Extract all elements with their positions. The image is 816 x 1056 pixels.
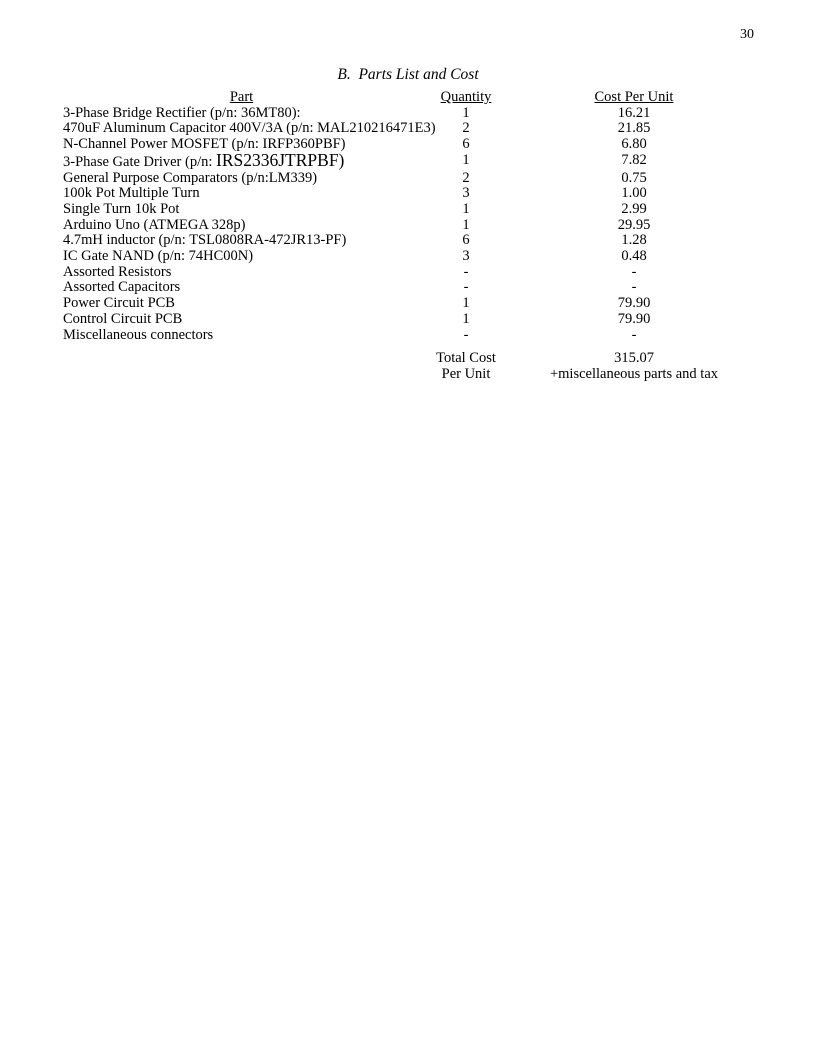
quantity-cell: 3 bbox=[462, 248, 470, 265]
quantity-cell: 1 bbox=[462, 151, 470, 168]
table-row bbox=[63, 280, 756, 296]
table-row bbox=[63, 186, 756, 202]
per-unit-label: Per Unit bbox=[441, 365, 491, 382]
table-row bbox=[63, 218, 756, 234]
totals-section bbox=[63, 351, 756, 382]
parts-table bbox=[63, 90, 756, 383]
cost-cell: 79.90 bbox=[617, 310, 651, 327]
per-unit-row bbox=[63, 367, 756, 383]
part-cell: General Purpose Comparators (p/n:LM339) bbox=[63, 169, 318, 186]
table-row bbox=[63, 149, 756, 171]
cost-cell: 79.90 bbox=[617, 295, 651, 312]
table-row bbox=[63, 171, 756, 187]
part-cell: Single Turn 10k Pot bbox=[63, 200, 180, 217]
part-cell: Power Circuit PCB bbox=[63, 295, 175, 312]
cost-cell: 16.21 bbox=[617, 104, 651, 121]
table-row bbox=[63, 328, 756, 344]
total-cost-label: Total Cost bbox=[436, 350, 496, 367]
part-cell: 100k Pot Multiple Turn bbox=[63, 185, 200, 202]
quantity-cell: 1 bbox=[462, 295, 470, 312]
total-cost-value: 315.07 bbox=[614, 350, 654, 367]
parts-rows bbox=[63, 106, 756, 344]
part-cell: 3-Phase Gate Driver (p/n: IRS2336JTRPBF) bbox=[63, 149, 345, 170]
cost-cell: 1.28 bbox=[621, 232, 647, 249]
quantity-cell: - bbox=[463, 279, 469, 296]
total-empty-cell bbox=[63, 351, 420, 367]
part-number-large: IRS2336JTRPBF) bbox=[216, 149, 345, 170]
table-row bbox=[63, 265, 756, 281]
cost-cell: 1.00 bbox=[621, 185, 647, 202]
table-row bbox=[63, 312, 756, 328]
quantity-cell: 3 bbox=[462, 185, 470, 202]
quantity-cell: 6 bbox=[462, 232, 470, 249]
page-number: 30 bbox=[740, 27, 754, 42]
column-header-part: Part bbox=[229, 89, 254, 105]
table-row bbox=[63, 202, 756, 218]
cost-cell: 7.82 bbox=[621, 151, 647, 168]
quantity-cell: 2 bbox=[462, 169, 470, 186]
part-cell: 470uF Aluminum Capacitor 400V/3A (p/n: MAL210216471E3) bbox=[63, 120, 436, 137]
table-row bbox=[63, 249, 756, 265]
cost-cell: - bbox=[631, 279, 637, 296]
quantity-cell: 1 bbox=[462, 104, 470, 121]
cost-cell: 29.95 bbox=[617, 216, 651, 233]
column-header-quantity-cell bbox=[420, 90, 512, 106]
column-header-cost-per-unit: Cost Per Unit bbox=[594, 89, 674, 105]
per-unit-value: +miscellaneous parts and tax bbox=[549, 365, 719, 382]
cost-cell: 21.85 bbox=[617, 120, 651, 137]
column-header-part-cell bbox=[63, 90, 420, 106]
table-row bbox=[63, 296, 756, 312]
quantity-cell: 1 bbox=[462, 200, 470, 217]
cost-cell: 6.80 bbox=[621, 136, 647, 153]
table-row bbox=[63, 233, 756, 249]
part-cell: 3-Phase Bridge Rectifier (p/n: 36MT80): bbox=[63, 104, 301, 121]
cost-cell: 0.75 bbox=[621, 169, 647, 186]
part-cell: N-Channel Power MOSFET (p/n: IRFP360PBF) bbox=[63, 136, 346, 153]
quantity-cell: 1 bbox=[462, 310, 470, 327]
cost-cell: - bbox=[631, 263, 637, 280]
quantity-cell: 6 bbox=[462, 136, 470, 153]
table-header-row bbox=[63, 90, 756, 106]
part-cell: Assorted Resistors bbox=[63, 263, 172, 280]
part-cell: 4.7mH inductor (p/n: TSL0808RA-472JR13-PF) bbox=[63, 232, 347, 249]
column-header-quantity: Quantity bbox=[440, 89, 492, 105]
table-row bbox=[63, 137, 756, 153]
column-header-cost-cell bbox=[512, 90, 756, 106]
part-cell: Miscellaneous connectors bbox=[63, 326, 214, 343]
quantity-cell: - bbox=[463, 326, 469, 343]
part-cell: IC Gate NAND (p/n: 74HC00N) bbox=[63, 248, 254, 265]
quantity-cell: - bbox=[463, 263, 469, 280]
cost-cell: - bbox=[631, 326, 637, 343]
part-cell: Arduino Uno (ATMEGA 328p) bbox=[63, 216, 246, 233]
part-cell: Control Circuit PCB bbox=[63, 310, 183, 327]
quantity-cell: 2 bbox=[462, 120, 470, 137]
cost-cell: 2.99 bbox=[621, 200, 647, 217]
total-empty-cell bbox=[63, 367, 420, 383]
table-row bbox=[63, 121, 756, 137]
part-cell: Assorted Capacitors bbox=[63, 279, 181, 296]
table-row bbox=[63, 106, 756, 122]
quantity-cell: 1 bbox=[462, 216, 470, 233]
section-title: B. Parts List and Cost bbox=[337, 66, 479, 83]
cost-cell: 0.48 bbox=[621, 248, 647, 265]
total-cost-row bbox=[63, 351, 756, 367]
